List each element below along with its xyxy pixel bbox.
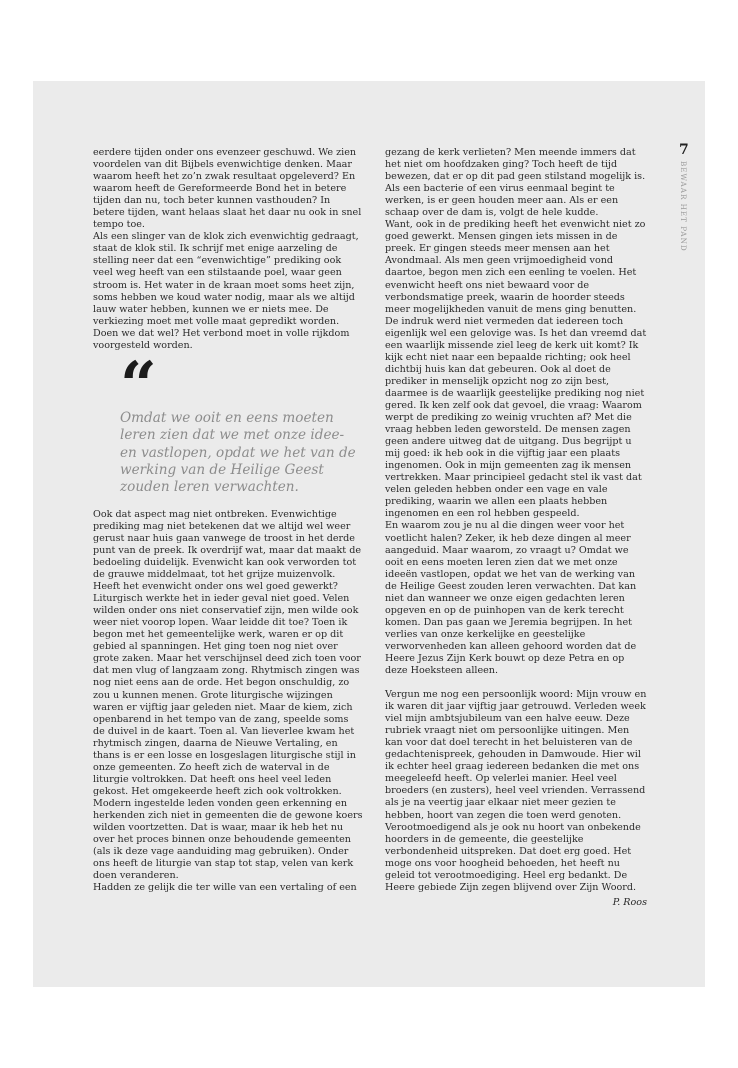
right-column <box>385 147 647 909</box>
paragraph: Want, ook in de prediking heeft het evenwicht niet zo goed gewerkt. Mensen gingen iets missen in de preek. Er gingen steeds meer mensen aan het Avondmaal. Als men geen vrijmoedigheid vond daartoe, begon men zich een eenling te voelen. Het evenwicht heeft ons niet bewaard voor de verbondsmatige preek, waarin de hoorder steeds meer mogelijkheden vanuit de mens ging benutten. De indruk werd niet vermeden dat iedereen toch eigenlijk wel een gelovige was. Is het dan vreemd dat een waarlijk missende ziel leeg de kerk uit komt? Ik kijk echt niet naar een bepaalde richting; ook heel dichtbij huis kan dat gebeuren. Ook al doet de prediker in menselijk opzicht nog zo zijn best, daarmee is de waarlijk geestelijke prediking nog niet gered. Ik ken zelf ook dat gevoel, die vraag: Waarom werpt de prediking zo weinig vruchten af? Met die vraag hebben leden geworsteld. De mensen zagen geen andere uitweg dat de uitgang. Dus begrijpt u mij goed: ik heb ook in die vijftig jaar een plaats ingenomen. Ook in mijn gemeenten zag ik mensen vertrekken. Maar principieel gedacht stel ik vast dat velen geleden hebben onder een vage en vale prediking, waarin we allen een plaats hebben ingenomen en een rol hebben gespeeld. <box>385 219 647 520</box>
pull-quote <box>120 347 356 497</box>
paragraph: Hadden ze gelijk die ter wille van een vertaling of een <box>93 882 357 894</box>
paragraph: Als een slinger van de klok zich evenwichtig gedraagt, staat de klok stil. Ik schrijf met enige aarzeling de stelling neer dat een “evenwichtige” prediking ook veel weg heeft van een stilstaande poel, waar geen stroom is. Het water in de kraan moet soms heet zijn, soms hebben we koud water nodig, maar als we altijd lauw water hebben, kunnen we er niets mee. De verkiezing moet met volle maat gepredikt worden. Doen we dat wel? Het verbond moet in volle rijkdom voorgesteld worden. <box>93 231 359 351</box>
signature: P. Roos <box>612 896 647 908</box>
paragraph-gap <box>385 677 647 689</box>
paragraph: Heeft het evenwicht onder ons wel goed gewerkt? Liturgisch werkte het in ieder geval niet goed. Velen wilden onder ons niet conservatief zijn, men wilde ook weer niet voorop lopen. Waar leidde dit toe? Toen ik begon met het gemeentelijke werk, waren er op dit gebied al spanningen. Het ging toen nog niet over grote zaken. Maar het verschijnsel deed zich toen voor dat men vlug of langzaam zong. Rhytmisch zingen was nog niet eens aan de orde. Het begon onschuldig, zo zou u kunnen menen. Grote liturgische wijzingen waren er vijftig jaar geleden niet. Maar de kiem, zich openbarend in het tempo van de zang, speelde soms de duivel in de kaart. Toen al. Van lieverlee kwam het rhytmisch zingen, daarna de Nieuwe Vertaling, en thans is er een losse en losgeslagen liturgische stijl in onze gemeenten. Zo heeft zich de waterval in de liturgie voltrokken. Dat heeft ons heel veel leden gekost. Het omgekeerde heeft zich ook voltrokken. Modern ingestelde leden vonden geen erkenning en herkenden zich niet in gemeenten die de gewone koers wilden voortzetten. Dat is waar, maar ik heb het nu over het proces binnen onze behoudende gemeenten (als ik deze vage aanduiding mag gebruiken). Onder ons heeft de liturgie van stap tot stap, velen van kerk doen veranderen. <box>93 581 363 882</box>
paragraph: eerdere tijden onder ons evenzeer geschuwd. We zien voordelen van dit Bijbels evenwichtige denken. Maar waarom heeft het zo’n zwak resultaat opgeleverd? En waarom heeft de Gereformeerde Bond het in betere tijden dan nu, toch beter kunnen vasthouden? In betere tijden, want helaas slaat het daar nu ook in snel tempo toe. <box>93 147 362 231</box>
pull-quote-text: Omdat we ooit en eens moeten leren zien dat we met onze idee-en vastlopen, opdat we het van de werking van de Heilige Geest zouden leren verwachten. <box>120 409 356 496</box>
quote-mark-icon: “ <box>120 347 151 423</box>
section-label: BEWAAR HET PAND <box>679 161 688 252</box>
paragraph: gezang de kerk verlieten? Men meende immers dat het niet om hoofdzaken ging? Toch heeft de tijd bewezen, dat er op dit pad geen stilstand mogelijk is. Als een bacterie of een virus eenmaal begint te werken, is er geen houden meer aan. Als er een schaap over de dam is, volgt de hele kudde. <box>385 147 646 219</box>
left-column <box>93 147 363 894</box>
paragraph: Ook dat aspect mag niet ontbreken. Evenwichtige prediking mag niet betekenen dat we altijd wel weer gerust naar huis gaan vanwege de troost in het derde punt van de preek. Ik overdrijf wat, maar dat maakt de bedoeling duidelijk. Evenwicht kan ook verworden tot de grauwe middelmaat, tot het grijze muizenvolk. <box>93 508 362 581</box>
paragraph: En waarom zou je nu al die dingen weer voor het voetlicht halen? Zeker, ik heb deze dingen al meer aangeduid. Maar waarom, zo vraagt u? Omdat we ooit en eens moeten leren zien dat we met onze ideeën vastlopen, opdat we het van de werking van de Heilige Geest zouden leren verwachten. Dat kan niet dan wanneer we onze eigen gedachten leren opgeven en op de puinhopen van de kerk terecht komen. Dan pas gaan we Jeremia begrijpen. In het verlies van onze kerkelijke en geestelijke verworvenheden kan alleen gehoord worden dat de Heere Jezus Zijn Kerk bouwt op deze Petra en op deze Hoeksteen alleen. <box>385 520 637 677</box>
page-number: 7 <box>679 142 689 158</box>
paragraph: Vergun me nog een persoonlijk woord: Mijn vrouw en ik waren dit jaar vijftig jaar getrouwd. Verleden week viel mijn ambtsjubileum van een halve eeuw. Deze rubriek vraagt niet om persoonlijke uitingen. Men kan voor dat doel terecht in het beluisteren van de gedachtenispreek, gehouden in Damwoude. Hier wil ik echter heel graag iedereen bedanken die met ons meegeleefd heeft. Op velerlei manier. Heel veel broeders (en zusters), heel veel vrienden. Verrassend als je na veertig jaar elkaar niet meer gezien te hebben, hoort van zegen die toen werd genoten. Verootmoedigend als je ook nu hoort van onbekende hoorders in de gemeente, die geestelijke verbondenheid uitspreken. Dat doet erg goed. Het moge ons voor hoogheid behoeden, het heeft nu geleid tot verootmoediging. Heel erg bedankt. De Heere gebiede Zijn zegen blijvend over Zijn Woord. <box>385 689 647 893</box>
